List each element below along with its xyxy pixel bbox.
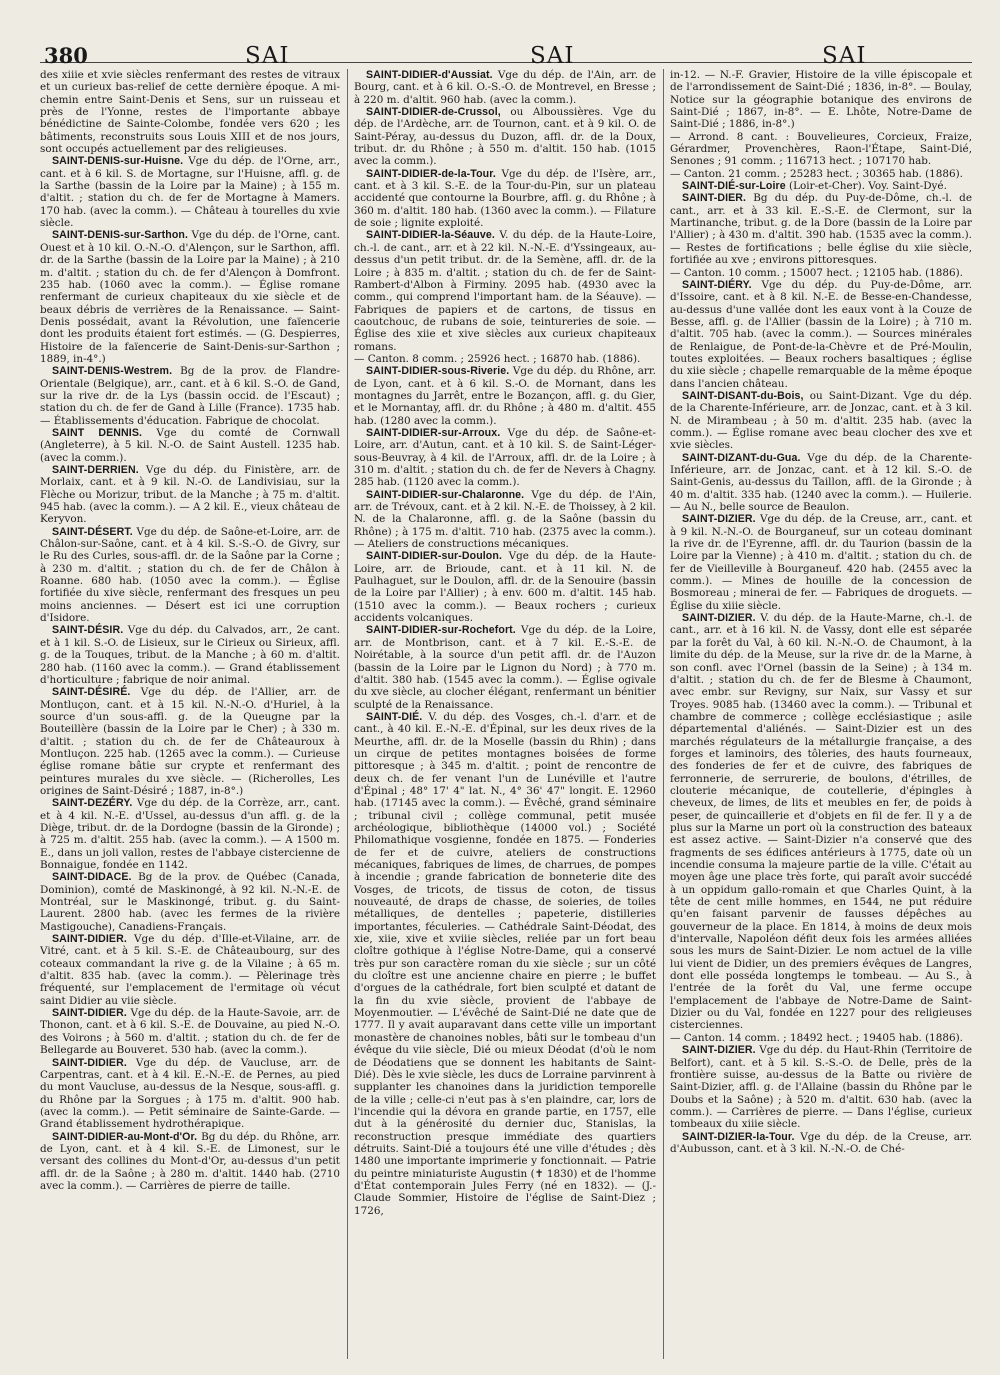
entry-text: Bg de la prov. de Québec (Canada, Dominion), comté de Maskinongé, à 92 kil. N.-N.-E. de Montréal, sur le Maskinongé, tribut. g. du Saint-Laurent. 2800 hab. (avec les fermes de la rivière Mastigouche), Canadiens-Français.	[40, 871, 340, 933]
dictionary-entry	[670, 452, 972, 514]
entry-headword: SAINT-DENIS-Westrem.	[52, 365, 173, 378]
entry-headword: SAINT-DEZÉRY.	[52, 797, 133, 810]
entry-text: — Canton. 10 comm. ; 15007 hect. ; 12105 hab. (1886).	[670, 266, 963, 279]
entry-text: Vge du dép. du Rhône, arr. de Lyon, cant. et à 6 kil. S.-O. de Mornant, dans les montagnes du Jarrêt, entre le Bozançon, affl. g. du Gier, et le Mornantay, affl. dr. du Rhône ; à 480 m. d'altit. 455 hab. (1280 avec la comm.).	[354, 365, 656, 427]
running-head-right: SAI	[822, 43, 867, 69]
entry-text: Vge du dép. d'Ille-et-Vilaine, arr. de Vitré, cant. et à 5 kil. S.-E. de Châteaubourg, sur des coteaux commandant la rive g. de la Vilaine ; à 65 m. d'altit. 835 hab. (avec la comm.). — Pèlerinage très fréquenté, sur l'emplacement de l'ermitage où vécut saint Didier au viie siècle.	[40, 933, 340, 1007]
entry-text: Vge du dép. de l'Ain, arr. de Bourg, cant. et à 6 kil. O.-S.-O. de Montrevel, en Bresse ; à 220 m. d'altit. 960 hab. (avec la comm.).	[354, 69, 656, 106]
entry-headword: SAINT-DIZANT-du-Gua.	[682, 451, 801, 464]
entry-text: Vge du dép. de la Haute-Loire, arr. de Brioude, cant. et à 11 kil. N. de Paulhaguet, sur le Doulon, affl. dr. de la Senouire (bassin de la Loire par l'Allier) ; à env. 600 m. d'altit. 145 hab. (1510 avec la comm.). — Beaux rochers ; curieux accidents volcaniques.	[354, 550, 656, 625]
text-columns	[40, 69, 972, 1359]
dictionary-entry	[354, 353, 656, 365]
entry-text: V. du dép. de la Haute-Marne, ch.-l. de cant., arr. et à 16 kil. N. de Vassy, dont elle est séparée par la forêt du Val, à 60 kil. N.-N.-O. de Chaumont, à la limite du dép. de la Meuse, sur la rive dr. de la Marne, à son confl. avec l'Ornel (bassin de la Seine) ; à 134 m. d'altit. ; station du ch. de fer de Blesme à Chaumont, avec embr. sur Revigny, sur Naix, sur Vassy et sur Troyes. 9085 hab. (13460 avec la comm.). — Tribunal et chambre de commerce ; collège ecclésiastique ; asile départemental d'aliénés. — Saint-Dizier est un des marchés régulateurs de la métallurgie française, a des forges et laminoirs, des tôleries, des hauts fourneaux, des fonderies de fer et de cuivre, des fabriques de ferronnerie, de serrurerie, de boulons, d'étrilles, de clouterie mécanique, de coutellerie, d'épingles à cheveux, de limes, de lits et meubles en fer, de poids à peser, de quincaillerie et d'objets en fil de fer. Il y a de plus sur la Marne un port où la construction des bateaux est assez active. — Saint-Dizier n'a conservé que des fragments de ses édifices antérieurs à 1775, date où un incendie consuma la majeure partie de la ville. C'était au moyen âge une place très forte, qui paraît avoir succédé à un oppidum gallo-romain et que Charles Quint, à la tête de cent mille hommes, en 1544, ne put réduire qu'en faisant parvenir de fausses dépêches au gouverneur de la place. En 1814, à moins de deux mois d'intervalle, Napoléon défit deux fois les armées alliées sous les murs de Saint-Dizier. Le nom actuel de la ville lui vient de Didier, un des premiers évêques de Langres, dont elle posséda longtemps le tombeau. — Au S., à l'entrée de la forêt du Val, une ferme occupe l'emplacement de l'abbaye de Notre-Dame de Saint-Dizier ou du Val, fondée en 1227 pour des religieuses cisterciennes.	[670, 612, 972, 1032]
dictionary-entry	[670, 1131, 972, 1156]
dictionary-entry	[670, 69, 972, 131]
dictionary-entry	[670, 612, 972, 1032]
dictionary-entry	[354, 69, 656, 106]
entry-headword: SAINT-DIDIER.	[52, 1007, 127, 1020]
entry-headword: SAINT-DÉSIRÉ.	[52, 686, 131, 699]
dictionary-entry	[670, 279, 972, 390]
dictionary-entry	[354, 229, 656, 352]
dictionary-entry	[40, 229, 340, 365]
entry-headword: SAINT-DIDIER-sur-Chalaronne.	[366, 488, 525, 501]
entry-text: Vge du dép. de l'Orne, arr., cant. et à 6 kil. S. de Mortagne, sur l'Huisne, affl. g. de la Sarthe (bassin de la Loire par la Maine) ; à 155 m. d'altit. ; station du ch. de fer de Mortagne à Mamers. 170 hab. (avec la comm.). — Château à tourelles du xvie siècle.	[40, 155, 340, 230]
entry-headword: SAINT-DIZIER.	[682, 1044, 756, 1057]
entry-text: Vge du dép. de Vaucluse, arr. de Carpentras, cant. et à 4 kil. E.-N.-E. de Pernes, au pied du mont Vaucluse, au-dessus de la Nesque, sous-affl. g. du Rhône par la Sorgues ; à 175 m. d'altit. 900 hab. (avec la comm.). — Petit séminaire de Sainte-Garde. — Grand établissement hydrothérapique.	[40, 1056, 340, 1131]
entry-text: Vge du dép. du Haut-Rhin (Territoire de Belfort), cant. et à 5 kil. S.-S.-O. de Delle, près de la frontière suisse, au-dessus de la Batte ou rivière de Saint-Dizier, affl. g. de l'Allaine (bassin du Rhône par le Doubs et la Saône) ; à 520 m. d'altit. 630 hab. (avec la comm.). — Carrières de pierre. — Dans l'église, curieux tombeaux du xiiie siècle.	[670, 1044, 972, 1131]
entry-text: Vge du comté de Cornwall (Angleterre), à 5 kil. N.-O. de Saint Austell. 1235 hab. (avec la comm.).	[40, 426, 340, 464]
entry-text: Vge du dép. de l'Orne, cant. Ouest et à 10 kil. O.-N.-O. d'Alençon, sur le Sarthon, affl. dr. de la Sarthe (bassin de la Loire par la Maine) ; à 210 m. d'altit. ; station du ch. de fer d'Alençon à Domfront. 235 hab. (1060 avec la comm.). — Église romane renfermant de curieux chapiteaux du xie siècle et de beaux débris de verrières de la Renaissance. — Saint-Denis possédait, avant la Révolution, une faïencerie dont les produits étaient fort estimés. — (G. Despierres, Histoire de la faïencerie de Saint-Denis-sur-Sarthon ; 1889, in-4°.)	[40, 229, 340, 365]
dictionary-entry	[40, 427, 340, 464]
entry-text: Vge du dép. de Saône-et-Loire, arr. d'Autun, cant. et à 10 kil. S. de Saint-Léger-sous-Beuvray, à 4 kil. de l'Arroux, affl. dr. de la Loire ; à 310 m. d'altit. ; station du ch. de fer de Nevers à Chagny. 285 hab. (1120 avec la comm.).	[354, 426, 656, 489]
entry-text: — Arrond. 8 cant. : Bouvelieures, Corcieux, Fraize, Gérardmer, Provenchères, Raon-l'Étape, Saint-Dié, Senones ; 91 comm. ; 116713 hect. ; 107170 hab.	[670, 130, 972, 168]
dictionary-entry	[40, 1057, 340, 1131]
entry-headword: SAINT-DIDIER-sur-Rochefort.	[366, 624, 516, 637]
dictionary-entry	[40, 1131, 340, 1193]
column-2	[347, 69, 656, 1359]
entry-headword: SAINT-DIZIER-la-Tour.	[682, 1130, 795, 1143]
entry-text: — Canton. 14 comm. ; 18492 hect. ; 19405 hab. (1886).	[670, 1031, 963, 1044]
dictionary-entry	[670, 1044, 972, 1130]
dictionary-entry	[40, 464, 340, 526]
entry-text: ou Saint-Dizant. Vge du dép. de la Charente-Inférieure, arr. de Jonzac, cant. et à 3 kil. N. de Mirambeau ; à 50 m. d'altit. 235 hab. (avec la comm.). — Église romane avec beau clocher des xve et xvie siècles.	[670, 389, 972, 452]
dictionary-entry	[354, 427, 656, 489]
entry-headword: SAINT-DIÉ-sur-Loire	[682, 180, 786, 193]
entry-text: (Loir-et-Cher). Voy. Saint-Dyé.	[789, 180, 947, 193]
column-3	[663, 69, 972, 1359]
entry-headword: SAINT-DIDIER-la-Séauve.	[366, 229, 495, 242]
page-number: 380	[44, 43, 88, 68]
entry-text: des xiiie et xvie siècles renfermant des restes de vitraux et un curieux bas-relief de cette dernière époque. A mi-chemin entre Saint-Denis et Sens, sur un ruisseau et près de l'Yonne, restes de l'importante abbaye bénédictine de Sainte-Colombe, fondée vers 620 ; les bâtiments, reconstruits sous Louis XIII et de nos jours, sont occupés actuellement par des religieuses.	[40, 69, 340, 156]
page-header	[40, 0, 972, 69]
dictionary-entry	[670, 513, 972, 612]
dictionary-entry	[354, 550, 656, 624]
entry-text: Bg du dép. du Puy-de-Dôme, ch.-l. de cant., arr. et à 33 kil. E.-S.-E. de Clermont, sur la Martinanche, tribut. g. de la Dore (bassin de la Loire par l'Allier) ; à 430 m. d'altit. 390 hab. (1535 avec la comm.). — Restes de fortifications ; belle église du xiie siècle, fortifiée au xve ; environs pittoresques.	[670, 192, 972, 267]
entry-headword: SAINT-DIDIER-de-la-Tour.	[366, 167, 496, 180]
entry-headword: SAINT-DENIS-sur-Huisne.	[52, 155, 184, 168]
entry-text: Vge du dép. de l'Isère, arr., cant. et à 3 kil. S.-E. de la Tour-du-Pin, sur un plateau accidenté que contourne la Bourbre, affl. g. du Rhône ; à 360 m. d'altit. 180 hab. (1360 avec la comm.). — Filature de soie ; lignite exploité.	[354, 167, 656, 230]
entry-headword: SAINT-DERRIEN.	[52, 464, 139, 476]
running-head-left: SAI	[245, 43, 290, 69]
entry-headword: SAINT-DIDIER-au-Mont-d'Or.	[52, 1130, 198, 1143]
entry-text: in-12. — N.-F. Gravier, Histoire de la ville épiscopale et de l'arrondissement de Saint-Dié ; 1836, in-8°. — Boulay, Notice sur la géographie botanique des environs de Saint-Dié ; 1867, in-8°. — E. Lhôte, Notre-Dame de Saint-Dié ; 1886, in-8°.)	[670, 69, 972, 131]
entry-headword: SAINT-DIZIER.	[682, 513, 756, 526]
entry-text: Vge du dép. de l'Ain, arr. de Trévoux, cant. et à 2 kil. N.-E. de Thoissey, à 2 kil. N. de la Chalaronne, affl. g. de la Saône (bassin du Rhône) ; à 175 m. d'altit. 710 hab. (2375 avec la comm.). — Ateliers de constructions mécaniques.	[354, 488, 656, 551]
entry-headword: SAINT-DENIS-sur-Sarthon.	[52, 229, 189, 242]
dictionary-entry	[40, 797, 340, 871]
entry-headword: SAINT-DÉSIR.	[52, 624, 124, 637]
running-head-center: SAI	[530, 43, 575, 69]
entry-headword: SAINT-DÉSERT.	[52, 525, 133, 538]
entry-text: Vge du dép. du Finistère, arr. de Morlaix, cant. et à 9 kil. N.-O. de Landivisiau, sur la Flèche ou Morizur, tribut. de la Manche ; à 75 m. d'altit. 945 hab. (avec la comm.). — A 2 kil. E., vieux château de Keryvon.	[40, 464, 340, 526]
entry-headword: SAINT-DIÉ.	[366, 710, 423, 723]
entry-text: Vge du dép. de la Corrèze, arr., cant. et à 4 kil. N.-E. d'Ussel, au-dessus d'un affl. g. de la Diège, tribut. dr. de la Dordogne (bassin de la Gironde) ; à 725 m. d'altit. 255 hab. (avec la comm.). — A 1500 m. E., dans un joli vallon, restes de l'abbaye cistercienne de Bonnaigue, fondée en 1142.	[40, 797, 340, 871]
entry-headword: SAINT-DIDACE.	[52, 871, 132, 884]
dictionary-entry	[670, 168, 972, 180]
dictionary-entry	[354, 711, 656, 1217]
dictionary-entry	[40, 871, 340, 933]
entry-text: Vge du dép. du Puy-de-Dôme, arr. d'Issoire, cant. et à 8 kil. N.-E. de Besse-en-Chandesse, au-dessus d'une vallée dont les eaux vont à la Couze de Besse, affl. g. de l'Allier (bassin de la Loire) ; à 710 m. d'altit. 705 hab. (avec la comm.). — Sources minérales de Renlaigue, de Pont-de-la-Chèvre et de Pré-Moulin, toutes exploitées. — Beaux rochers basaltiques ; église du xiie siècle ; chapelle remarquable de la même époque dans l'ancien château.	[670, 278, 972, 390]
entry-headword: SAINT-DIDIER-de-Crussol,	[366, 106, 501, 119]
entry-text: Vge du dép. de la Loire, arr. de Montbrison, cant. et à 7 kil. E.-S.-E. de Noirétable, à la source d'un petit affl. dr. de l'Auzon (bassin de la Loire par le Lignon du Nord) ; à 770 m. d'altit. 380 hab. (1545 avec la comm.). — Église ogivale du xve siècle, au clocher élégant, renfermant un bénitier sculpté de la Renaissance.	[354, 624, 656, 711]
entry-text: Vge du dép. de la Creuse, arr. d'Aubusson, cant. et à 3 kil. N.-N.-O. de Ché-	[670, 1130, 972, 1155]
entry-headword: SAINT-DIÉRY.	[682, 278, 752, 291]
dictionary-entry	[40, 69, 340, 155]
entry-headword: SAINT-DIDIER-sous-Riverie.	[366, 365, 510, 378]
dictionary-entry	[40, 624, 340, 686]
dictionary-entry	[670, 1032, 972, 1044]
entry-headword: SAINT-DIZIER.	[682, 612, 756, 625]
entry-text: Vge du dép. de l'Allier, arr. de Montluçon, cant. et à 15 kil. N.-N.-O. d'Huriel, à la source d'un sous-affl. g. de la Queugne par la Bouteillère (bassin de la Loire par le Cher) ; à 330 m. d'altit. ; station du ch. de fer de Châteauroux à Montluçon. 225 hab. (1265 avec la comm.). — Curieuse église romane bâtie sur crypte et renfermant des peintures murales du xve siècle. — (Richerolles, Les origines de Saint-Désiré ; 1887, in-8°.)	[40, 686, 340, 797]
entry-text: — Canton. 21 comm. ; 25283 hect. ; 30365 hab. (1886).	[670, 167, 963, 180]
dictionary-entry	[670, 267, 972, 279]
entry-headword: SAINT-DIDIER.	[52, 1056, 127, 1069]
dictionary-entry	[40, 155, 340, 229]
dictionary-entry	[354, 168, 656, 230]
entry-text: Bg du dép. du Rhône, arr. de Lyon, cant. et à 4 kil. S.-E. de Limonest, sur le versant des collines du Mont-d'Or, au-dessus d'un petit affl. dr. de la Saône ; à 280 m. d'altit. 1440 hab. (2710 avec la comm.). — Carrières de pierre de taille.	[40, 1130, 340, 1192]
dictionary-entry	[40, 1007, 340, 1056]
dictionary-entry	[40, 686, 340, 797]
entry-headword: SAINT-DIER.	[682, 192, 747, 205]
entry-text: Vge du dép. de la Haute-Savoie, arr. de Thonon, cant. et à 6 kil. S.-E. de Douvaine, au pied N.-O. des Voirons ; à 560 m. d'altit. ; station du ch. de fer de Bellegarde au Bouveret. 530 hab. (avec la comm.).	[40, 1007, 340, 1057]
column-1	[40, 69, 340, 1359]
entry-text: Vge du dép. de la Charente-Inférieure, arr. de Jonzac, cant. et à 12 kil. S.-O. de Saint-Genis, au-dessus du Taillon, affl. de la Gironde ; à 40 m. d'altit. 335 hab. (1240 avec la comm.). — Huilerie. — Au N., belle source de Beaulon.	[670, 451, 972, 514]
dictionary-entry	[354, 365, 656, 427]
entry-text: V. du dép. des Vosges, ch.-l. d'arr. et de cant., à 40 kil. E.-N.-E. d'Épinal, sur les deux rives de la Meurthe, affl. dr. de la Moselle (bassin du Rhin) ; dans un cirque de petites montagnes boisées de forme pittoresque ; à 345 m. d'altit. ; point de rencontre de deux ch. de fer venant l'un de Lunéville et l'autre d'Épinal ; 48° 17' 4" lat. N., 4° 36' 47" longit. E. 12960 hab. (17145 avec la comm.). — Évêché, grand séminaire ; tribunal civil ; collège communal, petit musée archéologique, bibliothèque (14000 vol.) ; Société Philomathique vosgienne, fondée en 1875. — Fonderies de fer et de cuivre, ateliers de constructions mécaniques, fabriques de limes, de charrues, de pompes à incendie ; grande fabrication de bonneterie dite des Vosges, de tricots, de tissus de coton, de tissus nouveauté, de draps de chasse, de soieries, de toiles métalliques, de dentelles ; papeterie, distilleries importantes, féculeries. — Cathédrale Saint-Déodat, des xie, xiie, xive et xviiie siècles, reliée par un fort beau cloître gothique à l'église Notre-Dame, qui a conservé très pur son caractère roman du xie siècle ; sur un côté du cloître est une ancienne chaire en pierre ; le buffet d'orgues de la cathédrale, fort bien sculpté et datant de la fin du xvie siècle, provient de l'abbaye de Moyenmoutier. — L'évêché de Saint-Dié ne date que de 1777. Il y avait auparavant dans cette ville un important monastère de chanoines nobles, bâti sur le tombeau d'un évêque du viie siècle, Dié ou mieux Déodat (d'où le nom de Déodatiens que se donnent les habitants de Saint-Dié). Dès le xvie siècle, les ducs de Lorraine parvinrent à supplanter les chanoines dans la juridiction temporelle de la ville ; celle-ci n'eut pas à s'en plaindre, car, lors de l'incendie qui la dévora en grande partie, en 1757, elle dut à la générosité du dernier duc, Stanislas, la reconstruction presque immédiate des quartiers détruits. Saint-Dié a toujours été une ville d'études ; dès 1480 une importante imprimerie y fonctionnait. — Patrie du peintre miniaturiste Augustin (✝ 1830) et de l'homme d'État contemporain Jules Ferry (né en 1832). — (J.-Claude Sommier, Histoire de l'église de Saint-Diez ; 1726,	[354, 710, 656, 1217]
dictionary-entry	[354, 489, 656, 551]
entry-text: Vge du dép. de la Creuse, arr., cant. et à 9 kil. N.-N.-O. de Bourganeuf, sur un coteau dominant la rive dr. de l'Eyrenne, affl. dr. du Taurion (bassin de la Loire par la Vienne) ; à 410 m. d'altit. ; station du ch. de fer de Vieilleville à Bourganeuf. 420 hab. (2455 avec la comm.). — Mines de houille de la concession de Bosmoreau ; minerai de fer. — Fabriques de droguets. — Église du xiiie siècle.	[670, 513, 972, 612]
dictionary-entry	[40, 526, 340, 625]
dictionary-entry	[670, 390, 972, 452]
entry-headword: SAINT-DIDIER-sur-Doulon.	[366, 550, 502, 563]
dictionary-entry	[354, 624, 656, 710]
dictionary-entry	[670, 131, 972, 168]
entry-headword: SAINT DENNIS.	[52, 426, 143, 439]
dictionary-entry	[670, 180, 972, 192]
entry-text: Bg de la prov. de Flandre-Orientale (Belgique), arr., cant. et à 6 kil. S.-O. de Gand, sur la rive dr. de la Lys (bassin occid. de l'Escaut) ; station du ch. de fer de Gand à Lille (France). 1735 hab. — Établissements d'éducation. Fabrique de chocolat.	[40, 365, 340, 427]
entry-headword: SAINT-DIDIER.	[52, 933, 127, 946]
entry-text: ou Alboussières. Vge du dép. de l'Ardèche, arr. de Tournon, cant. et à 9 kil. O. de Saint-Péray, au-dessus du Duzon, affl. dr. de la Doux, tribut. dr. du Rhône ; à 550 m. d'altit. 150 hab. (1015 avec la comm.).	[354, 106, 656, 168]
dictionary-entry	[670, 192, 972, 266]
dictionary-entry	[354, 106, 656, 168]
entry-text: V. du dép. de la Haute-Loire, ch.-l. de cant., arr. et à 22 kil. N.-N.-E. d'Yssingeaux, au-dessus d'un petit tribut. dr. de la Semène, affl. dr. de la Loire ; à 835 m. d'altit. ; station du ch. de fer de Saint-Rambert-d'Albon à Firminy. 2095 hab. (4930 avec la comm., qui comprend l'important ham. de la Séauve). — Fabriques de papiers et de cartons, de tissus en caoutchouc, de rubans de soie, teintureries de soie. — Église des xiie et xive siècles aux curieux chapiteaux romans.	[354, 229, 656, 353]
dictionary-entry	[40, 365, 340, 427]
entry-text: — Canton. 8 comm. ; 25926 hect. ; 16870 hab. (1886).	[354, 352, 641, 365]
dictionary-entry	[40, 933, 340, 1007]
entry-text: Vge du dép. du Calvados, arr., 2e cant. et à 1 kil. S.-O. de Lisieux, sur le Cirieux ou Sirieux, affl. g. de la Touques, tribut. de la Manche ; à 60 m. d'altit. 280 hab. (1160 avec la comm.). — Grand établissement d'horticulture ; fabrique de noir animal.	[40, 624, 340, 686]
entry-headword: SAINT-DIDIER-d'Aussiat.	[366, 69, 493, 81]
entry-headword: SAINT-DISANT-du-Bois,	[682, 389, 804, 402]
entry-text: Vge du dép. de Saône-et-Loire, arr. de Châlon-sur-Saône, cant. et à 4 kil. S.-S.-O. de Givry, sur le Ru des Curles, sous-affl. dr. de la Saône par la Corne ; à 230 m. d'altit. ; station du ch. de fer de Châlon à Roanne. 680 hab. (1050 avec la comm.). — Église fortifiée du xive siècle, renfermant des fresques un peu moins anciennes. — Désert est ici une corruption d'Isidore.	[40, 525, 340, 625]
entry-headword: SAINT-DIDIER-sur-Arroux.	[366, 426, 501, 439]
